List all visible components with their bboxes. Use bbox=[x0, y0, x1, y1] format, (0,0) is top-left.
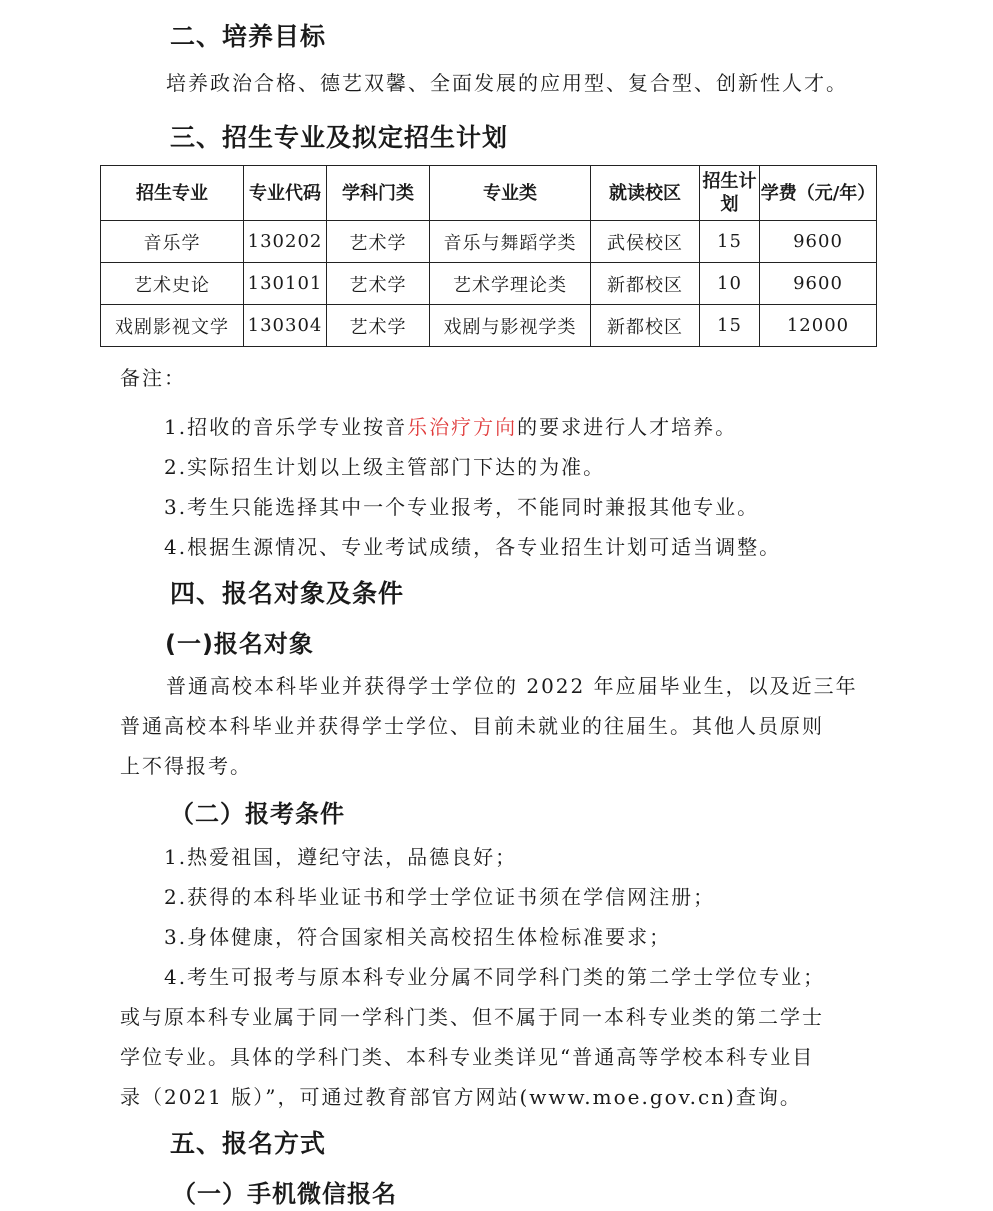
applicant-scope-line-3: 上不得报考。 bbox=[120, 754, 252, 778]
section-heading-training-goals: 二、培养目标 bbox=[170, 22, 327, 51]
cell-category: 戏剧与影视学类 bbox=[430, 305, 591, 347]
cell-code: 130304 bbox=[244, 305, 327, 347]
table-header-row bbox=[101, 166, 877, 221]
header-major: 招生专业 bbox=[101, 166, 244, 221]
cell-major: 艺术史论 bbox=[101, 263, 244, 305]
cell-discipline: 艺术学 bbox=[327, 263, 430, 305]
applicant-scope-line-1: 普通高校本科毕业并获得学士学位的 2022 年应届毕业生，以及近三年 bbox=[166, 674, 858, 698]
cell-campus: 武侯校区 bbox=[591, 221, 700, 263]
cell-campus: 新都校区 bbox=[591, 305, 700, 347]
header-major-code: 专业代码 bbox=[244, 166, 327, 221]
condition-4-line-3: 学位专业。具体的学科门类、本科专业类详见“普通高等学校本科专业目 bbox=[120, 1045, 815, 1069]
notes-label: 备注： bbox=[120, 366, 186, 390]
subheading-applicant-scope: (一)报名对象 bbox=[165, 630, 314, 658]
enrollment-plan-table bbox=[100, 165, 877, 347]
header-major-category: 专业类 bbox=[430, 166, 591, 221]
table-row bbox=[101, 263, 877, 305]
cell-category: 艺术学理论类 bbox=[430, 263, 591, 305]
note-1-highlight: 乐治疗方向 bbox=[407, 415, 518, 439]
training-goals-text: 培养政治合格、德艺双馨、全面发展的应用型、复合型、创新性人才。 bbox=[166, 71, 848, 95]
cell-campus: 新都校区 bbox=[591, 263, 700, 305]
cell-tuition: 9600 bbox=[760, 263, 877, 305]
note-2: 2.实际招生计划以上级主管部门下达的为准。 bbox=[164, 455, 606, 479]
cell-major: 音乐学 bbox=[101, 221, 244, 263]
condition-3: 3.身体健康，符合国家相关高校招生体检标准要求； bbox=[164, 925, 672, 949]
condition-4-line-2: 或与原本科专业属于同一学科门类、但不属于同一本科专业类的第二学士 bbox=[120, 1005, 824, 1029]
header-campus: 就读校区 bbox=[591, 166, 700, 221]
cell-tuition: 9600 bbox=[760, 221, 877, 263]
cell-discipline: 艺术学 bbox=[327, 305, 430, 347]
section-heading-applicants: 四、报名对象及条件 bbox=[170, 579, 405, 608]
header-discipline: 学科门类 bbox=[327, 166, 430, 221]
applicant-scope-line-2: 普通高校本科毕业并获得学士学位、目前未就业的往届生。其他人员原则 bbox=[120, 714, 824, 738]
section-heading-registration-method: 五、报名方式 bbox=[170, 1129, 327, 1158]
cell-tuition: 12000 bbox=[760, 305, 877, 347]
cell-discipline: 艺术学 bbox=[327, 221, 430, 263]
note-3: 3.考生只能选择其中一个专业报考，不能同时兼报其他专业。 bbox=[164, 495, 760, 519]
header-plan-count: 招生计划 bbox=[700, 166, 760, 221]
condition-4-line-4: 录（2021 版）”，可通过教育部官方网站(www.moe.gov.cn)查询。 bbox=[120, 1085, 802, 1109]
condition-4-line-1: 4.考生可报考与原本科专业分属不同学科门类的第二学士学位专业； bbox=[164, 965, 826, 989]
subheading-conditions: （二）报考条件 bbox=[170, 800, 345, 828]
condition-2: 2.获得的本科毕业证书和学士学位证书须在学信网注册； bbox=[164, 885, 716, 909]
cell-major: 戏剧影视文学 bbox=[101, 305, 244, 347]
header-tuition: 学费（元/年） bbox=[760, 166, 877, 221]
cell-plan: 15 bbox=[700, 221, 760, 263]
note-1 bbox=[164, 412, 737, 442]
subheading-wechat-registration: （一）手机微信报名 bbox=[172, 1180, 397, 1208]
table-row bbox=[101, 305, 877, 347]
note-1-text-end: 的要求进行人才培养。 bbox=[517, 415, 738, 439]
cell-category: 音乐与舞蹈学类 bbox=[430, 221, 591, 263]
condition-1: 1.热爱祖国，遵纪守法，品德良好； bbox=[164, 845, 518, 869]
note-1-text: 1.招收的音乐学专业按音 bbox=[164, 415, 408, 439]
cell-code: 130101 bbox=[244, 263, 327, 305]
section-heading-enrollment-plan: 三、招生专业及拟定招生计划 bbox=[170, 123, 509, 152]
cell-plan: 10 bbox=[700, 263, 760, 305]
note-4: 4.根据生源情况、专业考试成绩，各专业招生计划可适当调整。 bbox=[164, 535, 782, 559]
cell-code: 130202 bbox=[244, 221, 327, 263]
table-row bbox=[101, 221, 877, 263]
cell-plan: 15 bbox=[700, 305, 760, 347]
